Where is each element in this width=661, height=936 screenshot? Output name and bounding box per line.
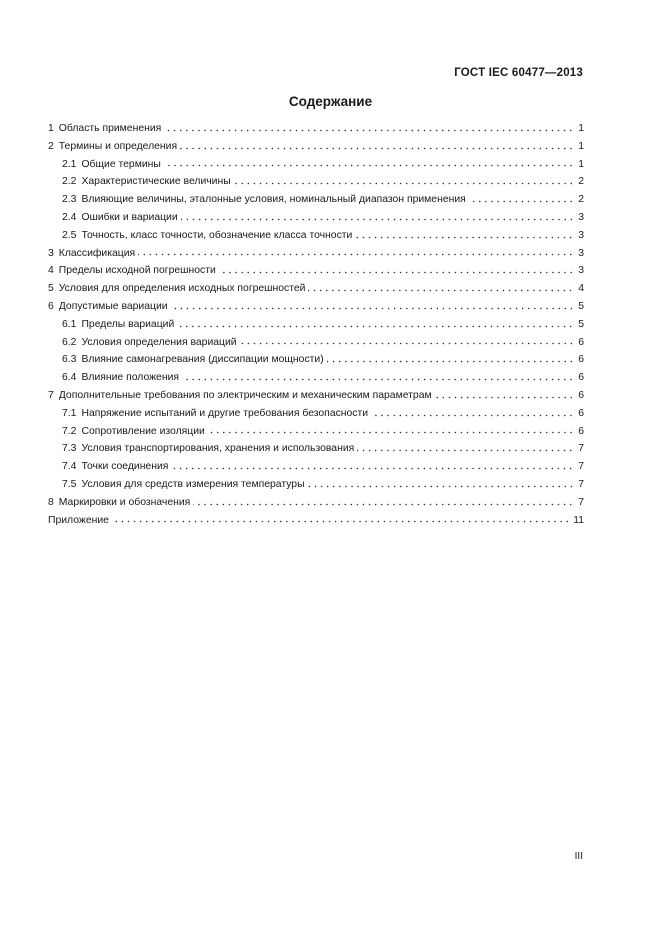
toc-entry-number: 2.1: [62, 158, 77, 170]
toc-leader-dots: [181, 217, 574, 222]
toc-entry-page: 7: [578, 443, 584, 455]
toc-entry-number: 7.4: [62, 461, 77, 473]
toc-entry-label: Напряжение испытаний и другие требования безопасности: [81, 407, 369, 419]
toc-entry-page: 11: [573, 514, 584, 526]
toc-leader-dots: [182, 377, 574, 382]
toc-entry-page: 6: [578, 354, 584, 366]
toc-leader-dots: [371, 413, 574, 418]
toc-entry[interactable]: [48, 156, 584, 174]
toc-title: Содержание: [288, 94, 373, 109]
toc-entry[interactable]: [48, 316, 584, 334]
toc-entry-label: Влияние самонагревания (диссипации мощности): [81, 354, 324, 366]
toc-entry-page: 6: [578, 407, 584, 419]
toc-entry-number: 7.5: [62, 478, 77, 490]
toc-entry-page: 1: [578, 123, 584, 134]
toc-entry[interactable]: [48, 369, 584, 387]
toc-entry-page: 1: [578, 158, 584, 170]
toc-leader-dots: [112, 519, 570, 524]
toc-entry[interactable]: [48, 423, 584, 441]
toc-entry-page: 3: [578, 229, 584, 241]
toc-entry-label: Область применения: [58, 123, 162, 134]
toc-entry-number: 6.2: [62, 336, 77, 348]
toc-entry[interactable]: [48, 262, 584, 280]
toc-entry-label: Допустимые вариации: [58, 300, 168, 312]
toc-entry-number: 2.4: [62, 211, 77, 223]
page-number: III: [574, 851, 583, 862]
toc-leader-dots: [171, 466, 574, 471]
toc-entry[interactable]: [48, 245, 584, 263]
toc-entry-page: 6: [578, 389, 584, 401]
toc-entry[interactable]: [48, 120, 584, 138]
toc-leader-dots: [164, 128, 574, 133]
toc-entry[interactable]: [48, 191, 584, 209]
toc-entry-label: Ошибки и вариации: [81, 211, 178, 223]
toc-entry-page: 2: [578, 176, 584, 188]
toc-entry-number: 6.4: [62, 372, 77, 384]
toc-leader-dots: [435, 395, 574, 400]
toc-entry[interactable]: [48, 298, 584, 316]
toc-leader-dots: [138, 252, 574, 257]
toc-entry-label: Условия транспортирования, хранения и использования: [81, 443, 355, 455]
toc-entry[interactable]: [48, 334, 584, 352]
toc-entry-label: Пределы вариаций: [81, 318, 175, 330]
toc-entry-number: 7.3: [62, 443, 77, 455]
toc-entry[interactable]: [48, 494, 584, 512]
toc-entry[interactable]: [48, 405, 584, 423]
toc-leader-dots: [308, 484, 574, 489]
toc-leader-dots: [469, 199, 574, 204]
toc-leader-dots: [219, 270, 574, 275]
toc-leader-dots: [208, 430, 574, 435]
toc-entry-page: 6: [578, 336, 584, 348]
toc-entry-label: Точки соединения: [81, 461, 169, 473]
toc-entry-number: 2.5: [62, 229, 77, 241]
toc-entry-page: 3: [578, 247, 584, 259]
toc-entry-label: Классификация: [58, 247, 136, 259]
toc-entry-page: 2: [578, 194, 584, 206]
toc-entry-number: 8: [48, 496, 54, 508]
toc-entry[interactable]: [48, 512, 584, 530]
toc-entry-number: 1: [48, 123, 54, 134]
toc-leader-dots: [164, 163, 574, 168]
toc-entry-label: Пределы исходной погрешности: [58, 265, 216, 277]
toc-entry-page: 3: [578, 211, 584, 223]
toc-entry[interactable]: [48, 173, 584, 191]
toc-entry-label: Дополнительные требования по электрическим и механическим параметрам: [58, 389, 432, 401]
toc-entry-label: Маркировки и обозначения: [58, 496, 191, 508]
toc-leader-dots: [171, 306, 574, 311]
toc-leader-dots: [234, 181, 574, 186]
toc-entry[interactable]: [48, 227, 584, 245]
toc-entry-number: 2.2: [62, 176, 77, 188]
toc-entry-label: Приложение: [48, 514, 109, 526]
toc-entry-label: Характеристические величины: [81, 176, 231, 188]
toc-entry[interactable]: [48, 138, 584, 156]
toc-entry[interactable]: [48, 387, 584, 405]
toc-entry-number: 2: [48, 140, 54, 152]
toc-entry[interactable]: [48, 476, 584, 494]
toc-leader-dots: [240, 341, 574, 346]
toc-entry-page: 7: [578, 461, 584, 473]
toc-entry[interactable]: [48, 440, 584, 458]
toc-entry-label: Условия для определения исходных погрешностей: [58, 283, 306, 295]
toc-leader-dots: [327, 359, 574, 364]
toc-entry-label: Условия для средств измерения температуры: [81, 478, 305, 490]
toc-entry-label: Термины и определения: [58, 140, 178, 152]
table-of-contents: [48, 120, 584, 529]
toc-entry-page: 6: [578, 372, 584, 384]
toc-entry-number: 6.3: [62, 354, 77, 366]
toc-entry-label: Влияние положения: [81, 372, 180, 384]
toc-leader-dots: [180, 146, 574, 151]
toc-entry-number: 3: [48, 247, 54, 259]
toc-entry-number: 4: [48, 265, 54, 277]
toc-entry[interactable]: [48, 209, 584, 227]
toc-entry-page: 1: [578, 140, 584, 152]
toc-leader-dots: [357, 448, 574, 453]
toc-entry-page: 5: [578, 318, 584, 330]
toc-leader-dots: [193, 502, 574, 507]
toc-entry-number: 6: [48, 300, 54, 312]
standard-code: ГОСТ IEC 60477—2013: [454, 67, 583, 79]
toc-entry-label: Точность, класс точности, обозначение класса точности: [81, 229, 353, 241]
toc-entry-page: 7: [578, 496, 584, 508]
toc-entry-page: 5: [578, 300, 584, 312]
toc-entry-label: Общие термины: [81, 158, 161, 170]
toc-entry-number: 6.1: [62, 318, 77, 330]
toc-entry[interactable]: [48, 351, 584, 369]
toc-entry-page: 7: [578, 478, 584, 490]
toc-entry-number: 7.2: [62, 425, 77, 437]
toc-entry-number: 5: [48, 283, 54, 295]
toc-entry-page: 4: [578, 283, 584, 295]
toc-leader-dots: [177, 324, 574, 329]
toc-entry-page: 3: [578, 265, 584, 277]
toc-leader-dots: [308, 288, 574, 293]
toc-entry-number: 7.1: [62, 407, 77, 419]
toc-entry-label: Влияющие величины, эталонные условия, номинальный диапазон применения: [81, 194, 466, 206]
toc-entry[interactable]: [48, 458, 584, 476]
toc-entry-number: 7: [48, 389, 54, 401]
toc-entry-label: Сопротивление изоляции: [81, 425, 205, 437]
toc-entry[interactable]: [48, 280, 584, 298]
toc-entry-page: 6: [578, 425, 584, 437]
toc-entry-number: 2.3: [62, 194, 77, 206]
toc-entry-label: Условия определения вариаций: [81, 336, 237, 348]
toc-leader-dots: [355, 235, 574, 240]
